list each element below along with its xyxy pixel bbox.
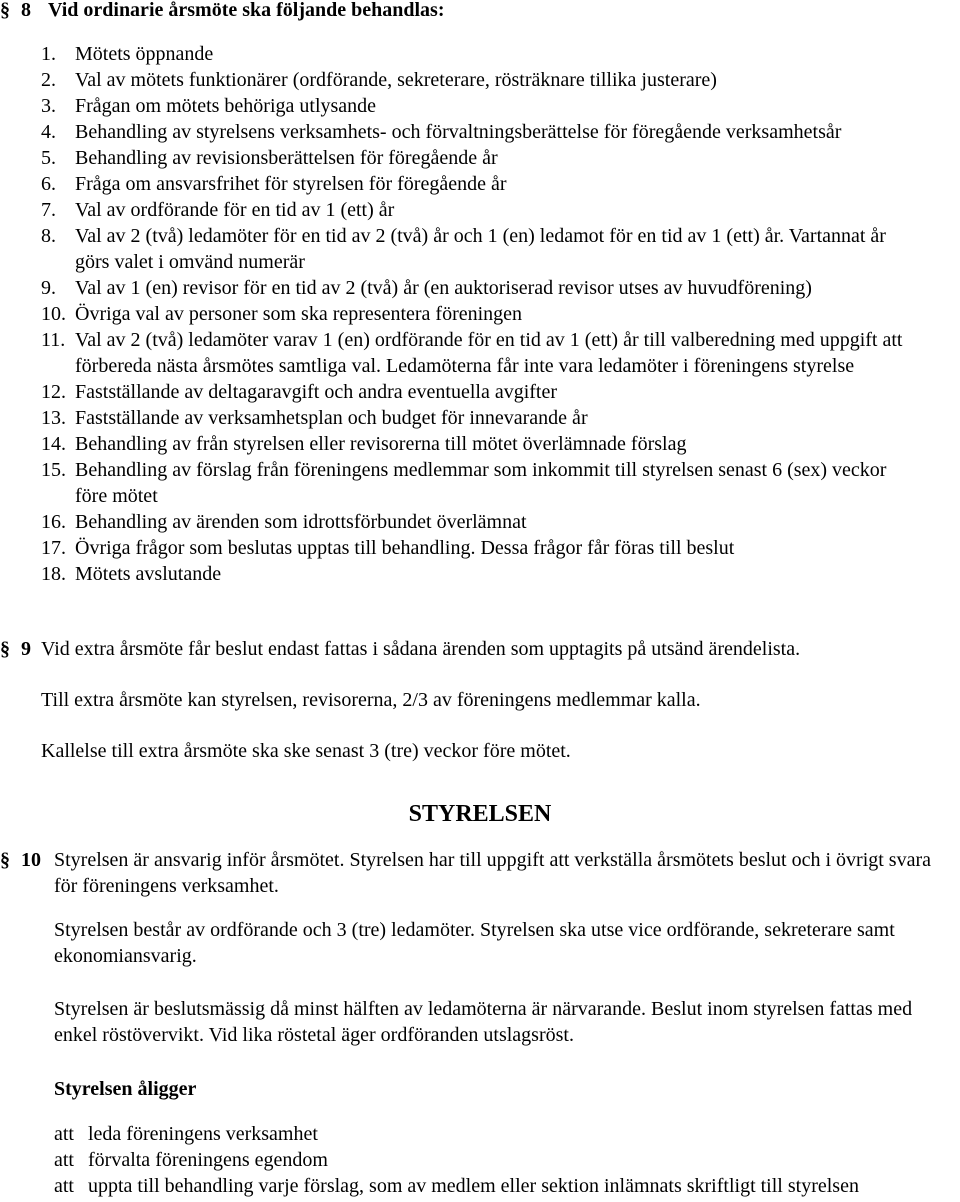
list-item: 11. Val av 2 (två) ledamöter varav 1 (en) ordförande för en tid av 1 (ett) år till valberedning med uppgift att förbereda nästa årsmötes samtliga val. Ledamöterna får inte vara ledamöter i föreningens styrelse	[41, 329, 903, 377]
list-item: 4. Behandling av styrelsens verksamhets- och förvaltningsberättelse för föregående verksamhetsår	[41, 121, 842, 143]
section-9-paragraph-3: Kallelse till extra årsmöte ska ske senast 3 (tre) veckor före mötet.	[41, 740, 571, 762]
section-9-heading	[0, 637, 31, 661]
list-item: att förvalta föreningens egendom	[54, 1149, 328, 1171]
duties-heading: Styrelsen åligger	[54, 1078, 197, 1100]
section-9-paragraph-2: Till extra årsmöte kan styrelsen, revisorerna, 2/3 av föreningens medlemmar kalla.	[41, 689, 701, 711]
section-symbol: §	[0, 0, 10, 21]
list-item: 7. Val av ordförande för en tid av 1 (ett) år	[41, 199, 395, 221]
list-item: 10. Övriga val av personer som ska representera föreningen	[41, 303, 523, 325]
list-item: 1. Mötets öppnande	[41, 43, 214, 65]
list-item: 16. Behandling av ärenden som idrottsförbundet överlämnat	[41, 511, 527, 533]
section-number: 10	[21, 849, 41, 871]
list-item: 17. Övriga frågor som beslutas upptas till behandling. Dessa frågor får föras till beslut	[41, 537, 735, 559]
section-10-paragraph-2: Styrelsen består av ordförande och 3 (tre) ledamöter. Styrelsen ska utse vice ordförande, sekreterare samt ekonomiansvarig.	[54, 919, 895, 967]
section-title: Vid ordinarie årsmöte ska följande behandlas:	[48, 0, 445, 21]
list-item: 18. Mötets avslutande	[41, 563, 222, 585]
list-item: 6. Fråga om ansvarsfrihet för styrelsen för föregående år	[41, 173, 507, 195]
section-8-heading	[0, 0, 445, 22]
section-9-paragraph-1: Vid extra årsmöte får beslut endast fattas i sådana ärenden som upptagits på utsänd ärendelista.	[41, 638, 801, 660]
list-item: att uppta till behandling varje förslag, som av medlem eller sektion inlämnats skriftligt till styrelsen	[54, 1175, 859, 1197]
list-item: 12. Fastställande av deltagaravgift och andra eventuella avgifter	[41, 381, 558, 403]
duties-list	[54, 1121, 859, 1199]
agenda-list	[41, 41, 921, 587]
section-number: 8	[21, 0, 31, 21]
list-item: 9. Val av 1 (en) revisor för en tid av 2 (två) år (en auktoriserad revisor utses av huvudförening)	[41, 277, 812, 299]
list-item: 2. Val av mötets funktionärer (ordförande, sekreterare, rösträknare tillika justerare)	[41, 69, 717, 91]
section-number: 9	[21, 638, 31, 660]
section-10-paragraph-1: Styrelsen är ansvarig inför årsmötet. Styrelsen har till uppgift att verkställa årsmötets beslut och i övrigt svara för föreningens verksamhet.	[54, 849, 932, 897]
section-symbol: §	[0, 849, 10, 871]
list-item: 15. Behandling av förslag från föreningens medlemmar som inkommit till styrelsen senast 6 (sex) veckor före mötet	[41, 459, 887, 507]
section-10-heading	[0, 848, 41, 872]
list-item: 8. Val av 2 (två) ledamöter för en tid av 2 (två) år och 1 (en) ledamot för en tid av 1 (ett) år. Vartannat år görs valet i omvänd numerär	[41, 225, 886, 273]
list-item: 3. Frågan om mötets behöriga utlysande	[41, 95, 377, 117]
list-item: 5. Behandling av revisionsberättelsen för föregående år	[41, 147, 498, 169]
list-item: 13. Fastställande av verksamhetsplan och budget för innevarande år	[41, 407, 588, 429]
section-10-paragraph-3: Styrelsen är beslutsmässig då minst hälften av ledamöterna är närvarande. Beslut inom styrelsen fattas med enkel röstövervikt. Vid lika röstetal äger ordföranden utslagsröst.	[54, 998, 913, 1046]
section-symbol: §	[0, 638, 10, 660]
list-item: att leda föreningens verksamhet	[54, 1123, 318, 1145]
styrelsen-title: STYRELSEN	[408, 801, 552, 827]
list-item: 14. Behandling av från styrelsen eller revisorerna till mötet överlämnade förslag	[41, 433, 687, 455]
